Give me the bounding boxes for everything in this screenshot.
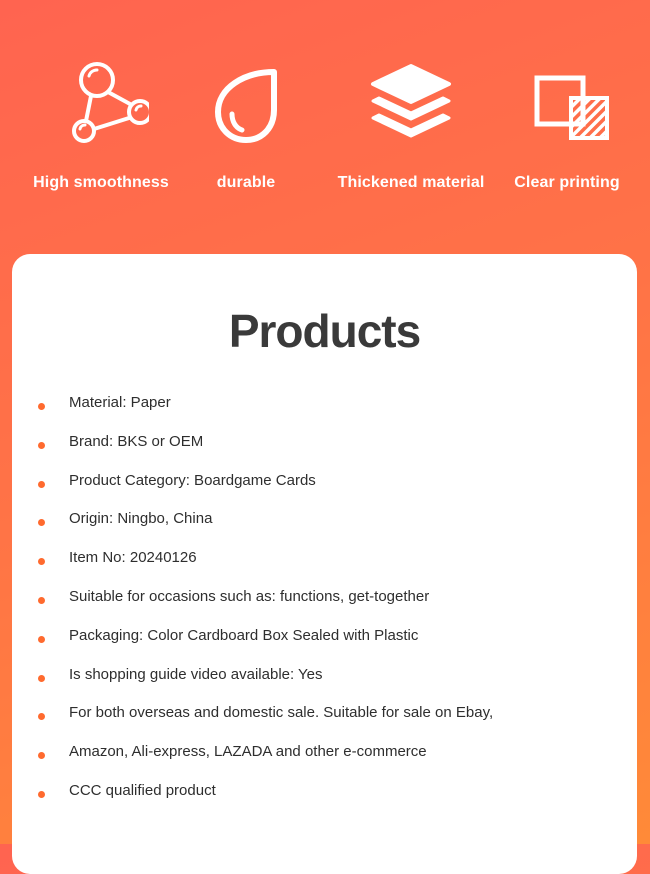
spec-text: Packaging: Color Cardboard Box Sealed with Plastic <box>69 626 419 644</box>
bullet-icon <box>38 597 45 604</box>
features-banner <box>0 0 650 250</box>
page-title: Products <box>228 305 421 357</box>
spec-text: Is shopping guide video available: Yes <box>69 665 323 683</box>
feature-high-smoothness <box>21 58 181 192</box>
bullet-icon <box>38 481 45 488</box>
share-nodes-icon <box>21 58 181 154</box>
spec-text: Product Category: Boardgame Cards <box>69 471 316 489</box>
spec-text: Brand: BKS or OEM <box>69 432 204 450</box>
feature-thickened-material <box>331 58 491 192</box>
feature-label: High smoothness <box>33 174 169 191</box>
bullet-icon <box>38 675 45 682</box>
feature-label: Clear printing <box>514 174 620 191</box>
spec-text: Material: Paper <box>69 394 171 411</box>
spec-text: CCC qualified product <box>69 781 216 799</box>
bullet-icon <box>38 791 45 798</box>
spec-text: Origin: Ningbo, China <box>69 510 213 528</box>
spec-text: Amazon, Ali-express, LAZADA and other e-commerce <box>69 743 427 761</box>
products-card <box>12 254 637 874</box>
bullet-icon <box>38 713 45 720</box>
bullet-icon <box>38 403 45 410</box>
bullet-icon <box>38 636 45 643</box>
layers-icon <box>331 58 491 154</box>
bullet-icon <box>38 558 45 565</box>
overlap-squares-icon <box>487 58 647 154</box>
bullet-icon <box>38 442 45 449</box>
feature-clear-printing <box>487 58 647 192</box>
feature-label: Thickened material <box>337 174 485 191</box>
bullet-icon <box>38 519 45 526</box>
spec-text: Suitable for occasions such as: functions, get-together <box>69 587 430 605</box>
bullet-icon <box>38 752 45 759</box>
spec-text: Item No: 20240126 <box>69 549 197 567</box>
feature-durable <box>166 58 326 192</box>
drop-icon <box>166 58 326 154</box>
spec-text: For both overseas and domestic sale. Suitable for sale on Ebay, <box>69 704 494 722</box>
feature-label: durable <box>216 174 276 191</box>
